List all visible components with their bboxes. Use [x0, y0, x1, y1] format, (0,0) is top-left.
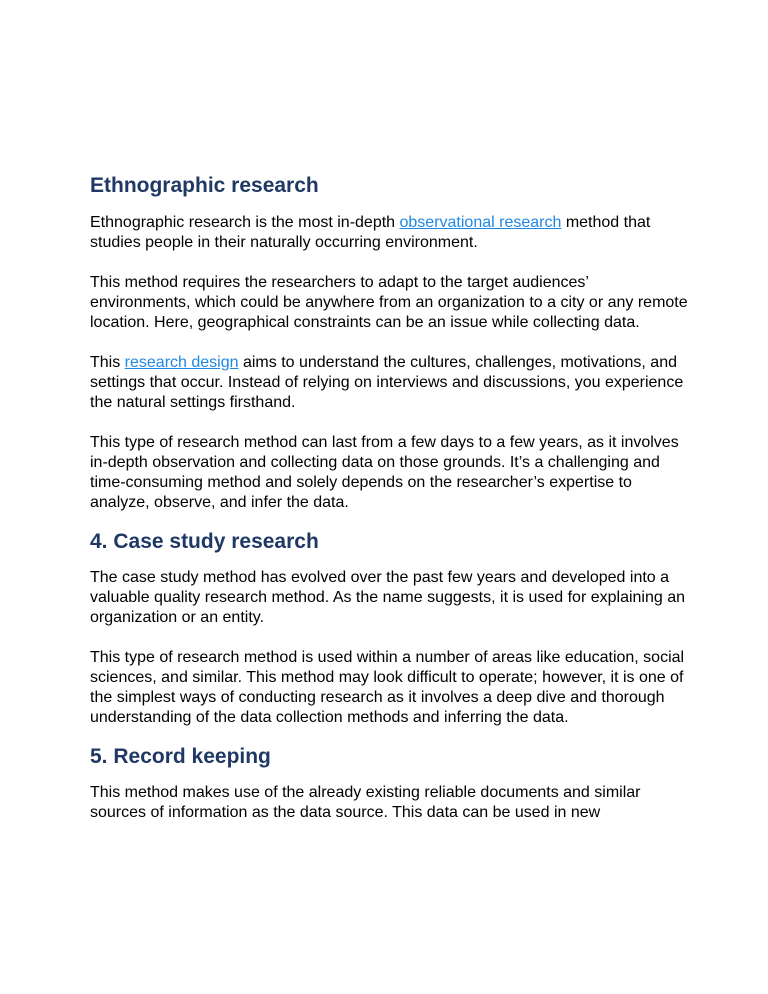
link-observational-research[interactable]: observational research	[399, 214, 562, 231]
paragraph-text: This	[90, 354, 125, 371]
paragraph-ethnographic-intro	[90, 213, 690, 253]
heading-ethnographic-research: Ethnographic research	[90, 174, 319, 197]
paragraph-text: Ethnographic research is the most in-depth	[90, 214, 400, 231]
paragraph-ethnographic-environment: This method requires the researchers to adapt to the target audiences’ environments, which could be anywhere from an organization to a city or any remote location. Here, geographical constraints can be an issue while collecting data.	[90, 274, 688, 331]
paragraph-ethnographic-duration: This type of research method can last from a few days to a few years, as it involves in-depth observation and collecting data on those grounds. It’s a challenging and time-consuming method and solely depends on the researcher’s expertise to analyze, observe, and infer the data.	[90, 434, 679, 511]
heading-record-keeping: 5. Record keeping	[90, 745, 271, 768]
document-page	[90, 172, 690, 823]
paragraph-text: method that studies people in their naturally occurring environment.	[90, 214, 651, 251]
paragraph-text: aims to understand the cultures, challenges, motivations, and settings that occur. Instead of relying on interviews and discussions, you experience the natural settings firsthand.	[90, 354, 684, 411]
link-research-design[interactable]: research design	[124, 354, 239, 371]
heading-case-study-research: 4. Case study research	[90, 530, 319, 553]
paragraph-record-keeping-intro: This method makes use of the already existing reliable documents and similar sources of information as the data source. This data can be used in new	[90, 784, 641, 821]
paragraph-ethnographic-design	[90, 353, 690, 413]
paragraph-case-study-areas: This type of research method is used within a number of areas like education, social sciences, and similar. This method may look difficult to operate; however, it is one of the simplest ways of conducting research as it involves a deep dive and thorough understanding of the data collection methods and inferring the data.	[90, 649, 685, 726]
paragraph-case-study-intro: The case study method has evolved over the past few years and developed into a valuable quality research method. As the name suggests, it is used for explaining an organization or an entity.	[90, 569, 686, 626]
